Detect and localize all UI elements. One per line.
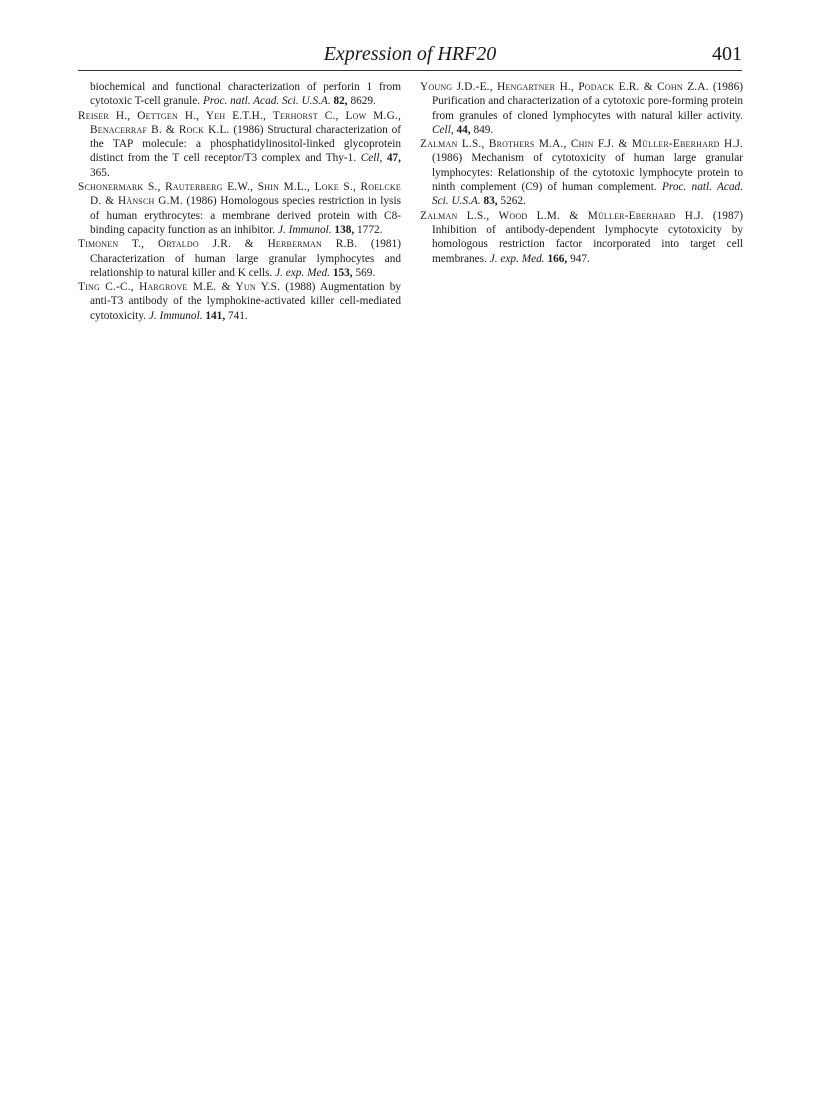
page-number: 401 bbox=[712, 43, 742, 65]
reference-entry bbox=[78, 237, 401, 280]
reference-volume: 44, bbox=[456, 123, 471, 136]
reference-entry bbox=[78, 80, 401, 109]
reference-text: (1986) Purification and characterization of a cytotoxic pore-forming protein from granules of cloned lymphocytes with natural killer activity. bbox=[432, 81, 743, 122]
reference-authors: Young J.D.-E., Hengartner H., Podack E.R. & Cohn Z.A. bbox=[420, 81, 709, 93]
reference-volume: 141, bbox=[205, 309, 226, 322]
reference-text: (1986) Structural characterization of the TAP molecule: a phosphatidylinositol-linked glycoprotein distinct from the T cell receptor/T3 complex and Thy-1. bbox=[90, 123, 402, 165]
reference-pages: 947. bbox=[570, 252, 590, 265]
reference-volume: 82, bbox=[333, 95, 348, 108]
reference-volume: 166, bbox=[547, 252, 568, 265]
reference-pages: 1772. bbox=[357, 223, 383, 236]
reference-pages: 569. bbox=[355, 266, 376, 279]
reference-pages: 849. bbox=[473, 123, 494, 136]
reference-volume: 47, bbox=[386, 152, 401, 165]
reference-pages: 741. bbox=[227, 309, 248, 322]
reference-text: biochemical and functional characterization of perforin 1 from cytotoxic T-cell granule. bbox=[90, 81, 401, 108]
reference-pages: 365. bbox=[90, 166, 110, 179]
reference-text: (1987) Inhibition of antibody-dependent lymphocyte cytotoxicity by homologous restriction factor incorporated into target cell membranes. bbox=[432, 209, 744, 265]
reference-column-right bbox=[420, 80, 743, 266]
reference-journal: Cell, bbox=[360, 152, 383, 165]
reference-entry bbox=[78, 280, 401, 323]
reference-entry bbox=[78, 109, 401, 180]
reference-authors: Reiser H., Oettgen H., Yeh E.T.H., Terhorst C., Low M.G., Benacerraf B. & Rock K.L. bbox=[78, 109, 401, 136]
reference-journal: J. Immunol. bbox=[277, 223, 332, 236]
reference-authors: Schonermark S., Rauterberg E.W., Shin M.L., Loke S., Roelcke D. & Hänsch G.M. bbox=[78, 181, 401, 208]
reference-entry bbox=[78, 180, 401, 237]
running-head: Expression of HRF20 bbox=[323, 43, 497, 65]
reference-entry bbox=[420, 209, 743, 266]
reference-text: (1981) Characterization of human large granular lymphocytes and relationship to natural killer and K cells. bbox=[90, 238, 401, 279]
reference-text: (1986) Mechanism of cytotoxicity of human large granular lymphocytes: Relationship of the cytotoxic lymphocyte protein to ninth complement (C9) of human complement. bbox=[432, 152, 743, 194]
reference-pages: 5262. bbox=[500, 195, 526, 208]
reference-authors: Zalman L.S., Brothers M.A., Chin F.J. & Müller-Eberhard H.J. bbox=[420, 138, 743, 151]
reference-volume: 138, bbox=[334, 223, 355, 236]
reference-volume: 153, bbox=[332, 266, 353, 279]
reference-text: (1988) Augmentation by anti-T3 antibody of the lymphokine-activated killer cell-mediated cytotoxicity. bbox=[90, 281, 401, 322]
reference-journal: Cell, bbox=[432, 123, 454, 136]
reference-pages: 8629. bbox=[350, 95, 376, 108]
reference-entry bbox=[420, 80, 743, 137]
reference-journal: J. exp. Med. bbox=[489, 252, 545, 265]
reference-column-left bbox=[78, 80, 401, 323]
reference-authors: Ting C.-C., Hargrove M.E. & Yun Y.S. bbox=[78, 281, 281, 294]
reference-journal: Proc. natl. Acad. Sci. U.S.A. bbox=[202, 95, 331, 108]
reference-authors: Zalman L.S., Wood L.M. & Müller-Eberhard H.J. bbox=[420, 209, 704, 222]
header-rule bbox=[78, 70, 742, 71]
reference-entry bbox=[420, 137, 743, 208]
reference-journal: J. exp. Med. bbox=[275, 266, 330, 279]
reference-journal: J. Immunol. bbox=[148, 309, 203, 322]
reference-journal: Proc. natl. Acad. Sci. U.S.A. bbox=[432, 181, 743, 208]
page-header bbox=[78, 42, 742, 68]
reference-volume: 83, bbox=[483, 195, 498, 208]
reference-text: (1986) Homologous species restriction in lysis of human erythrocytes: a membrane derived protein with C8-binding capacity function as an inhibitor. bbox=[90, 195, 401, 236]
reference-authors: Timonen T., Ortaldo J.R. & Herberman R.B. bbox=[78, 238, 358, 251]
